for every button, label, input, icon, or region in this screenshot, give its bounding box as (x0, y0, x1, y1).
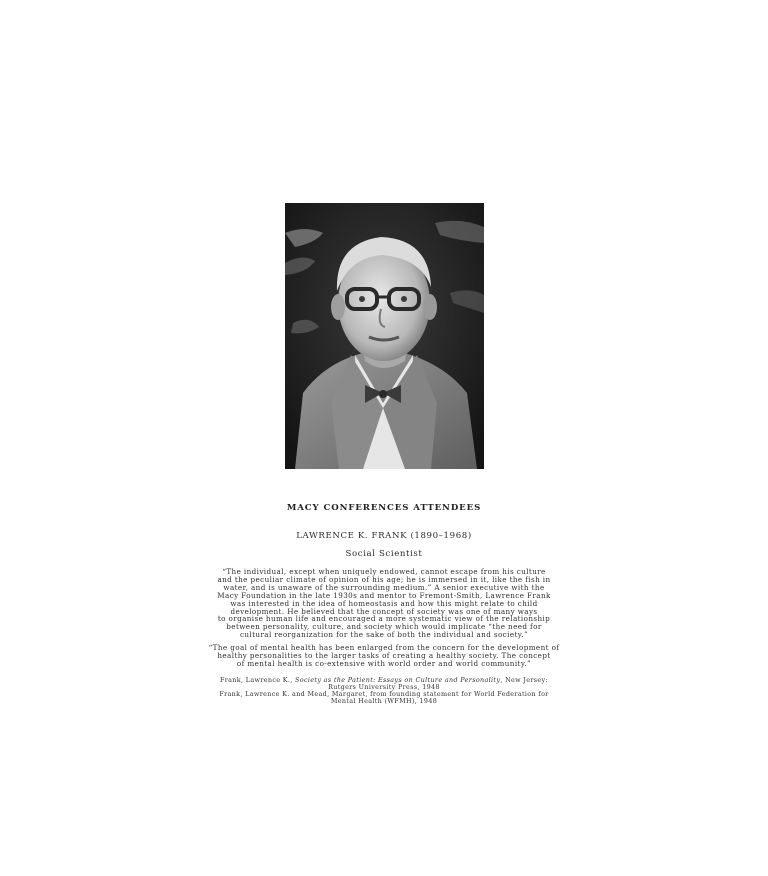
reference-2-continued: Mental Health (WFMH), 1948 (330, 697, 438, 706)
bio-line: development. He believed that the concept of society was one of many ways (230, 606, 538, 616)
quote-line: healthy personalities to the larger tasks of creating a healthy society. The concept (217, 650, 551, 660)
person-role: Social Scientist (345, 549, 423, 559)
quote-line: “The goal of mental health has been enlarged from the concern for the development of (208, 643, 560, 652)
bio-line: and the peculiar climate of opinion of his age; he is immersed in it, like the fish in (217, 574, 551, 584)
section-heading: MACY CONFERENCES ATTENDEES (286, 503, 482, 513)
bio-line: to organise human life and encouraged a more systematic view of the relationship (217, 614, 551, 624)
reference-1-publisher: Rutgers University Press, 1948 (328, 683, 440, 692)
quote-line: of mental health is co-extensive with world order and world community.” (236, 658, 532, 668)
person-name: LAWRENCE K. FRANK (1890–1968) (296, 531, 472, 541)
bio-line: water, and is unaware of the surrounding medium.” A senior executive with the (223, 582, 545, 592)
bio-line: Macy Foundation in the late 1930s and mentor to Fremont-Smith, Lawrence Frank (217, 590, 551, 600)
bio-line: “The individual, except when uniquely endowed, cannot escape from his culture (222, 567, 546, 576)
bio-line: was interested in the idea of homeostasis and how this might relate to child (230, 598, 538, 608)
bio-line: between personality, culture, and society which would implicate “the need for (226, 622, 542, 632)
quote-paragraph (200, 644, 568, 668)
reference-1-author: Frank, Lawrence K., (219, 676, 296, 684)
biography-paragraph (200, 568, 568, 639)
reference-2: Frank, Lawrence K. and Mead, Margaret, from founding statement for World Federation for (219, 690, 549, 699)
bio-line: cultural reorganization for the sake of both the individual and society.” (239, 630, 529, 640)
portrait-photo (285, 203, 484, 469)
reference-1-place: , New Jersey: (500, 676, 549, 684)
references (200, 677, 568, 705)
reference-1-title: Society as the Patient: Essays on Culture and Personality (295, 676, 501, 684)
